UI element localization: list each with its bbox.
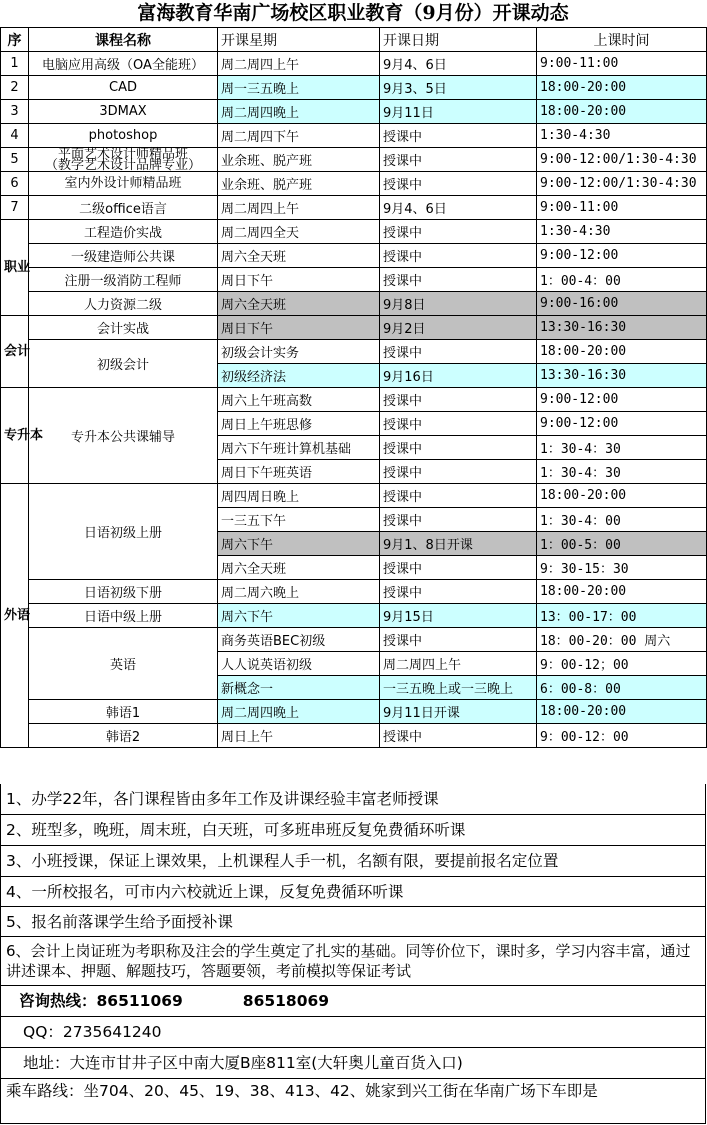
row-weekday: 周日上午 — [218, 724, 380, 748]
row-time: 9:00-12:00 — [537, 412, 707, 436]
row-time: 9：00-12；00 — [537, 652, 707, 676]
row-date: 授课中 — [380, 148, 537, 172]
row-course: 日语初级下册 — [29, 580, 218, 604]
row-date: 授课中 — [380, 580, 537, 604]
row-weekday: 周六下午 — [218, 532, 380, 556]
course-line-2: （教学艺术设计品牌专业） — [44, 157, 201, 173]
row-course: 人力资源二级 — [29, 292, 218, 316]
table-row — [1, 724, 707, 748]
hotline — [0, 986, 706, 1017]
row-weekday: 周一三五晚上 — [218, 76, 380, 100]
row-course — [29, 148, 218, 172]
row-weekday: 周六下午班计算机基础 — [218, 436, 380, 460]
hotline-label: 咨询热线： — [19, 992, 97, 1010]
row-weekday: 一三五下午 — [218, 508, 380, 532]
row-weekday: 周日上午班思修 — [218, 412, 380, 436]
row-date: 授课中 — [380, 508, 537, 532]
row-weekday: 周二周四上午 — [218, 52, 380, 76]
row-date: 9月4、6日 — [380, 52, 537, 76]
table-row — [1, 628, 707, 652]
row-date: 授课中 — [380, 412, 537, 436]
table-row — [1, 580, 707, 604]
row-time: 9:00-12:00/1:30-4:30 — [537, 172, 707, 196]
row-time: 9:00-12:00/1:30-4:30 — [537, 148, 707, 172]
group-label-zhuanshengben: 专升本 — [1, 388, 29, 484]
row-date: 授课中 — [380, 220, 537, 244]
row-time: 18:00-20:00 — [537, 100, 707, 124]
row-seq: 5 — [1, 148, 29, 172]
row-time: 9:00-11:00 — [537, 196, 707, 220]
row-seq: 6 — [1, 172, 29, 196]
row-course: 日语中级上册 — [29, 604, 218, 628]
row-time: 1：00-5：00 — [537, 532, 707, 556]
row-course: 一级建造师公共课 — [29, 244, 218, 268]
row-time: 1:30-4:30 — [537, 220, 707, 244]
row-weekday: 周六全天班 — [218, 556, 380, 580]
table-row — [1, 340, 707, 364]
hotline-number-2[interactable]: 86518069 — [242, 992, 330, 1010]
row-weekday: 周二周四全天 — [218, 220, 380, 244]
row-course: 初级会计 — [29, 340, 218, 388]
row-course: 专升本公共课辅导 — [29, 388, 218, 484]
table-row — [1, 76, 707, 100]
row-weekday: 周二周四上午 — [218, 196, 380, 220]
row-time: 18:00-20:00 — [537, 484, 707, 508]
row-date: 授课中 — [380, 244, 537, 268]
header-course: 课程名称 — [29, 28, 218, 52]
row-seq: 3 — [1, 100, 29, 124]
row-date: 授课中 — [380, 460, 537, 484]
row-date: 9月15日 — [380, 604, 537, 628]
header-seq: 序 — [1, 28, 29, 52]
row-time: 1：30-4：30 — [537, 460, 707, 484]
row-time: 18:00-20:00 — [537, 340, 707, 364]
row-weekday: 周二周四下午 — [218, 124, 380, 148]
course-line-1: 平面艺术设计师精品班 — [57, 146, 188, 162]
row-time: 9：30-15：30 — [537, 556, 707, 580]
row-weekday: 周二周四晚上 — [218, 700, 380, 724]
row-course: 电脑应用高级（OA全能班） — [29, 52, 218, 76]
hotline-number-1[interactable]: 86511069 — [96, 992, 183, 1010]
table-row — [1, 316, 707, 340]
note-4: 4、一所校报名，可市内六校就近上课，反复免费循环听课 — [0, 877, 706, 907]
schedule-table — [0, 27, 707, 748]
row-weekday: 业余班、脱产班 — [218, 172, 380, 196]
header-time: 上课时间 — [537, 28, 707, 52]
row-course: 室内外设计师精品班 — [29, 172, 218, 196]
table-row — [1, 244, 707, 268]
row-time: 18:00-20:00 — [537, 700, 707, 724]
row-weekday: 周日下午 — [218, 316, 380, 340]
row-weekday: 周六全天班 — [218, 244, 380, 268]
table-row — [1, 700, 707, 724]
row-course: 日语初级上册 — [29, 484, 218, 580]
row-time: 9：00-12：00 — [537, 724, 707, 748]
row-course: 韩语1 — [29, 700, 218, 724]
row-time: 18:00-20:00 — [537, 76, 707, 100]
row-date: 授课中 — [380, 388, 537, 412]
row-date: 9月11日开课 — [380, 700, 537, 724]
row-date: 授课中 — [380, 628, 537, 652]
row-date: 9月11日 — [380, 100, 537, 124]
row-weekday: 初级经济法 — [218, 364, 380, 388]
note-1: 1、办学22年，各门课程皆由多年工作及讲课经验丰富老师授课 — [0, 784, 706, 815]
row-date: 授课中 — [380, 124, 537, 148]
table-row — [1, 100, 707, 124]
row-time: 1:30-4:30 — [537, 124, 707, 148]
row-seq: 7 — [1, 196, 29, 220]
header-weekday: 开课星期 — [218, 28, 380, 52]
row-weekday: 周日下午班英语 — [218, 460, 380, 484]
row-date: 9月2日 — [380, 316, 537, 340]
row-time: 6：00-8：00 — [537, 676, 707, 700]
table-row — [1, 484, 707, 508]
row-time: 18：00-20：00 周六 — [537, 628, 707, 652]
row-course: 工程造价实战 — [29, 220, 218, 244]
row-date: 一三五晚上或一三晚上 — [380, 676, 537, 700]
row-date: 9月1、8日开课 — [380, 532, 537, 556]
group-label-waiyu: 外语 — [1, 484, 29, 748]
page-title: 富海教育华南广场校区职业教育（9月份）开课动态 — [137, 2, 569, 24]
row-date: 授课中 — [380, 724, 537, 748]
row-time: 9:00-12:00 — [537, 244, 707, 268]
group-label-zhiye: 职业 — [1, 220, 29, 316]
row-seq: 1 — [1, 52, 29, 76]
header-row — [1, 28, 707, 52]
table-row — [1, 172, 707, 196]
table-row — [1, 220, 707, 244]
group-label-kuaiji: 会计 — [1, 316, 29, 388]
row-weekday: 周二周四晚上 — [218, 100, 380, 124]
row-time: 13：00-17：00 — [537, 604, 707, 628]
row-time: 9:00-12:00 — [537, 388, 707, 412]
row-date: 9月4、6日 — [380, 196, 537, 220]
row-date: 9月3、5日 — [380, 76, 537, 100]
row-course: 注册一级消防工程师 — [29, 268, 218, 292]
address: 地址：大连市甘井子区中南大厦B座811室(大轩奥儿童百货入口) — [0, 1048, 706, 1079]
row-course: 会计实战 — [29, 316, 218, 340]
row-time: 9:00-16:00 — [537, 292, 707, 316]
row-weekday: 周日下午 — [218, 268, 380, 292]
row-course: 3DMAX — [29, 100, 218, 124]
row-weekday: 周二周六晚上 — [218, 580, 380, 604]
row-weekday: 周六上午班高数 — [218, 388, 380, 412]
row-date: 授课中 — [380, 172, 537, 196]
row-date: 授课中 — [380, 484, 537, 508]
row-date: 9月16日 — [380, 364, 537, 388]
row-weekday: 业余班、脱产班 — [218, 148, 380, 172]
row-date: 授课中 — [380, 556, 537, 580]
row-date: 授课中 — [380, 268, 537, 292]
row-time: 13:30-16:30 — [537, 364, 707, 388]
table-row — [1, 52, 707, 76]
row-date: 9月8日 — [380, 292, 537, 316]
table-row — [1, 268, 707, 292]
table-row — [1, 148, 707, 172]
note-5: 5、报名前落课学生给予面授补课 — [0, 907, 706, 937]
row-seq: 2 — [1, 76, 29, 100]
row-course: photoshop — [29, 124, 218, 148]
row-date: 周二周四上午 — [380, 652, 537, 676]
row-time: 1：30-4：00 — [537, 508, 707, 532]
table-row — [1, 388, 707, 412]
row-weekday: 新概念一 — [218, 676, 380, 700]
row-course: CAD — [29, 76, 218, 100]
row-date: 授课中 — [380, 340, 537, 364]
row-time: 1：30-4：30 — [537, 436, 707, 460]
row-weekday: 周六下午 — [218, 604, 380, 628]
row-weekday: 周四周日晚上 — [218, 484, 380, 508]
bus-route: 乘车路线：坐704、20、45、19、38、413、42、姚家到兴工街在华南广场下车即是 — [0, 1079, 706, 1124]
note-6: 6、会计上岗证班为考职称及注会的学生奠定了扎实的基础。同等价位下，课时多，学习内容丰富，通过讲述课本、押题、解题技巧，答题要领，考前模拟等保证考试 — [0, 937, 706, 986]
header-date: 开课日期 — [380, 28, 537, 52]
table-row — [1, 604, 707, 628]
row-date: 授课中 — [380, 436, 537, 460]
row-time: 18:00-20:00 — [537, 580, 707, 604]
row-weekday: 周六全天班 — [218, 292, 380, 316]
row-time: 9:00-11:00 — [537, 52, 707, 76]
row-time: 13:30-16:30 — [537, 316, 707, 340]
table-row — [1, 196, 707, 220]
note-2: 2、班型多，晚班，周末班，白天班，可多班串班反复免费循环听课 — [0, 815, 706, 846]
row-course: 二级office语言 — [29, 196, 218, 220]
row-seq: 4 — [1, 124, 29, 148]
note-3: 3、小班授课，保证上课效果，上机课程人手一机，名额有限，要提前报名定位置 — [0, 846, 706, 877]
row-weekday: 商务英语BEC初级 — [218, 628, 380, 652]
table-row — [1, 292, 707, 316]
row-weekday: 人人说英语初级 — [218, 652, 380, 676]
row-time: 1：00-4：00 — [537, 268, 707, 292]
table-row — [1, 124, 707, 148]
row-course: 韩语2 — [29, 724, 218, 748]
row-course: 英语 — [29, 628, 218, 700]
qq: QQ：2735641240 — [0, 1017, 706, 1048]
row-weekday: 初级会计实务 — [218, 340, 380, 364]
